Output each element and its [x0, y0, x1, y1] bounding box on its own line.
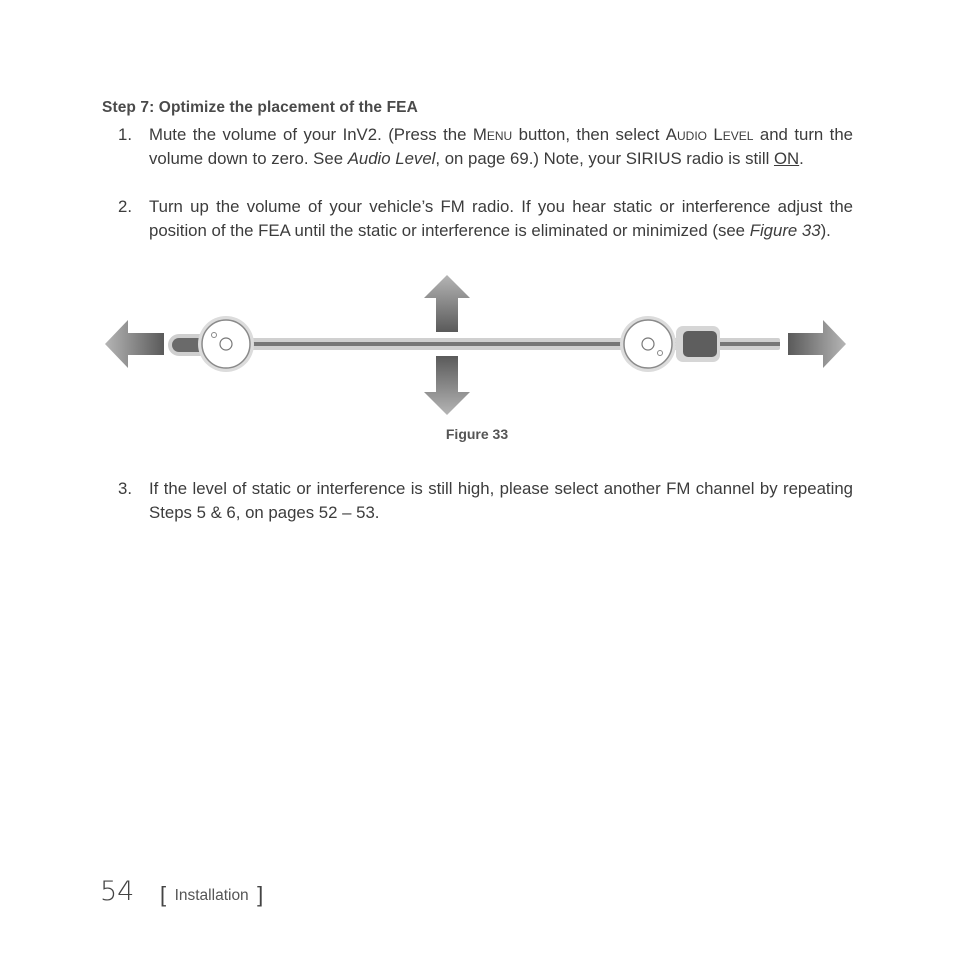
figure-caption: Figure 33: [445, 426, 509, 442]
section-label: [160, 880, 263, 906]
section-name: Installation: [174, 887, 249, 904]
arrow-down-icon: [424, 356, 470, 415]
figure-ref: Figure 33: [749, 220, 821, 240]
list-number: 1.: [118, 125, 132, 144]
list-number: 3.: [118, 479, 132, 498]
menu-button-ref: Menu: [472, 125, 513, 144]
list-item-2: [118, 195, 853, 242]
audio-level-ref: Audio Level: [665, 125, 754, 144]
antenna-mount-left: [198, 316, 254, 372]
antenna-mount-right: [620, 316, 676, 372]
list-item-1: [118, 123, 853, 170]
list-item-text: Mute the volume of your InV2. (Press the Menu button, then select Audio Level and turn the volume down to zero. See Audio Level, on page 69.) Note, your SIRIUS radio is still ON.: [149, 125, 854, 168]
fea-placement-figure: [100, 270, 860, 420]
fea-connector: [676, 326, 720, 362]
list-item-3: [118, 477, 853, 524]
list-item-text: Turn up the volume of your vehicle’s FM radio. If you hear static or interference adjust the position of the FEA until the static or interference is eliminated or minimized (see Figure 33).: [149, 197, 853, 240]
list-item-text: If the level of static or interference is still high, please select another FM channel by repeating Steps 5 & 6, on pages 52 – 53.: [149, 479, 853, 522]
arrow-left-icon: [105, 320, 164, 368]
fea-antenna-illustration: [100, 270, 860, 420]
on-status: ON: [773, 148, 800, 168]
open-bracket: [: [160, 882, 167, 907]
arrow-up-icon: [424, 275, 470, 332]
step-heading: Step 7: Optimize the placement of the FEA: [102, 99, 418, 116]
page-number: 54: [100, 876, 135, 907]
list-number: 2.: [118, 197, 132, 216]
audio-level-link: Audio Level: [347, 148, 436, 168]
close-bracket: ]: [257, 882, 264, 907]
arrow-right-icon: [788, 320, 846, 368]
